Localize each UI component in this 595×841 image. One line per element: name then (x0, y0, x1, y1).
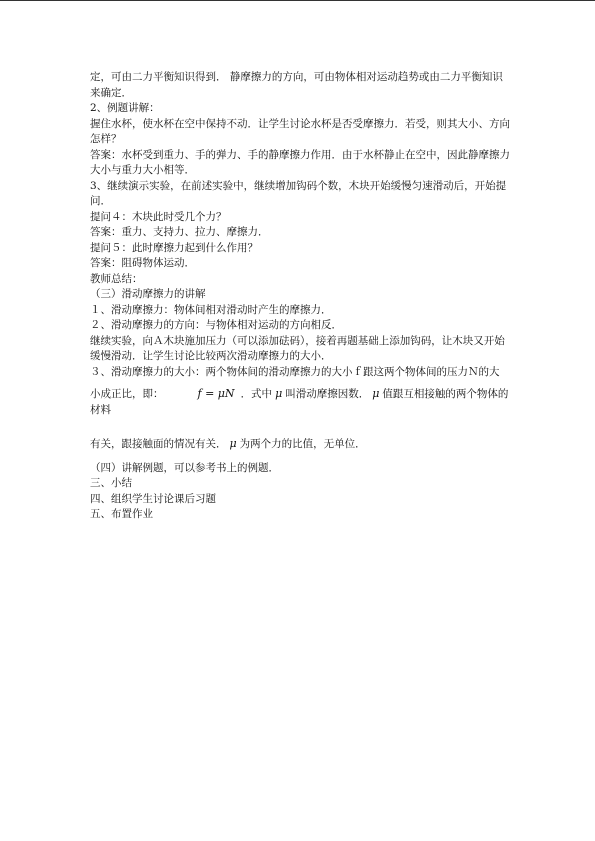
demo-experiment: 3、继续演示实验，在前述实验中，继续增加钩码个数，木块开始缓慢匀速滑动后，开始提问． (90, 179, 507, 207)
formula-continuation (90, 436, 510, 453)
formula-suffix: 值跟互相接触的两个物体的材料 (90, 388, 509, 416)
question-5: 提问５：此时摩擦力起到什么作用？ (90, 241, 258, 254)
section-sliding-friction: （三）滑动摩擦力的讲解 (90, 288, 206, 300)
teacher-summary: 教师总结： (90, 272, 143, 285)
mu-symbol-2: μ (372, 387, 380, 400)
continuation-suffix: 为两个力的比值，无单位． (239, 438, 366, 450)
page-top-border (0, 0, 595, 1)
sliding-friction-magnitude: ３、滑动摩擦力的大小：两个物体间的滑动摩擦力的大小ｆ跟这两个物体间的压力Ｎ的大 (90, 365, 500, 378)
formula-prefix: 小成正比，即： (90, 388, 164, 400)
answer-4: 答案：重力、支持力、拉力、摩擦力． (90, 226, 269, 238)
example-explanation: （四）讲解例题，可以参考书上的例题． (90, 461, 279, 474)
formula-middle: ．式中 (240, 388, 273, 400)
sliding-friction-definition: １、滑动摩擦力：物体间相对滑动时产生的摩擦力． (90, 303, 332, 316)
section-summary: 三、小结 (90, 477, 132, 489)
continuation-prefix: 有关，跟接触面的情况有关． (90, 438, 227, 450)
example-question: 握住水杯，使水杯在空中保持不动．让学生讨论水杯是否受摩擦力．若受，则其大小、方向怎样？ (90, 117, 510, 145)
answer-5: 答案：阻碍物体运动． (90, 257, 195, 269)
mu-symbol: μ (275, 387, 283, 400)
friction-formula: f = μN (197, 387, 235, 400)
example-answer: 答案：水杯受到重力、手的弹力、手的静摩擦力作用．由于水杯静止在空中，因此静摩擦力大小与重力大小相等． (90, 148, 510, 176)
mu-symbol-3: μ (229, 437, 237, 450)
sliding-friction-direction: ２、滑动摩擦力的方向：与物体相对运动的方向相反． (90, 319, 342, 331)
continue-experiment: 继续实验，向Ａ木块施加压力（可以添加砝码），接着再题基础上添加钩码，让木块又开始缓慢滑动．让学生讨论比较两次滑动摩擦力的大小． (90, 334, 505, 362)
section-homework: 五、布置作业 (90, 508, 153, 520)
formula-after-mu: 叫滑动摩擦因数． (285, 388, 370, 400)
question-4: 提问４：木块此时受几个力？ (90, 210, 227, 223)
document-body (90, 70, 510, 523)
formula-line (90, 386, 510, 418)
example-heading: 2、例题讲解： (90, 102, 160, 114)
text-line-1: 定，可由二力平衡知识得到． 静摩擦力的方向，可由物体相对运动趋势或由二力平衡知识来确定． (90, 71, 503, 99)
section-discussion: 四、组织学生讨论课后习题 (90, 492, 216, 505)
